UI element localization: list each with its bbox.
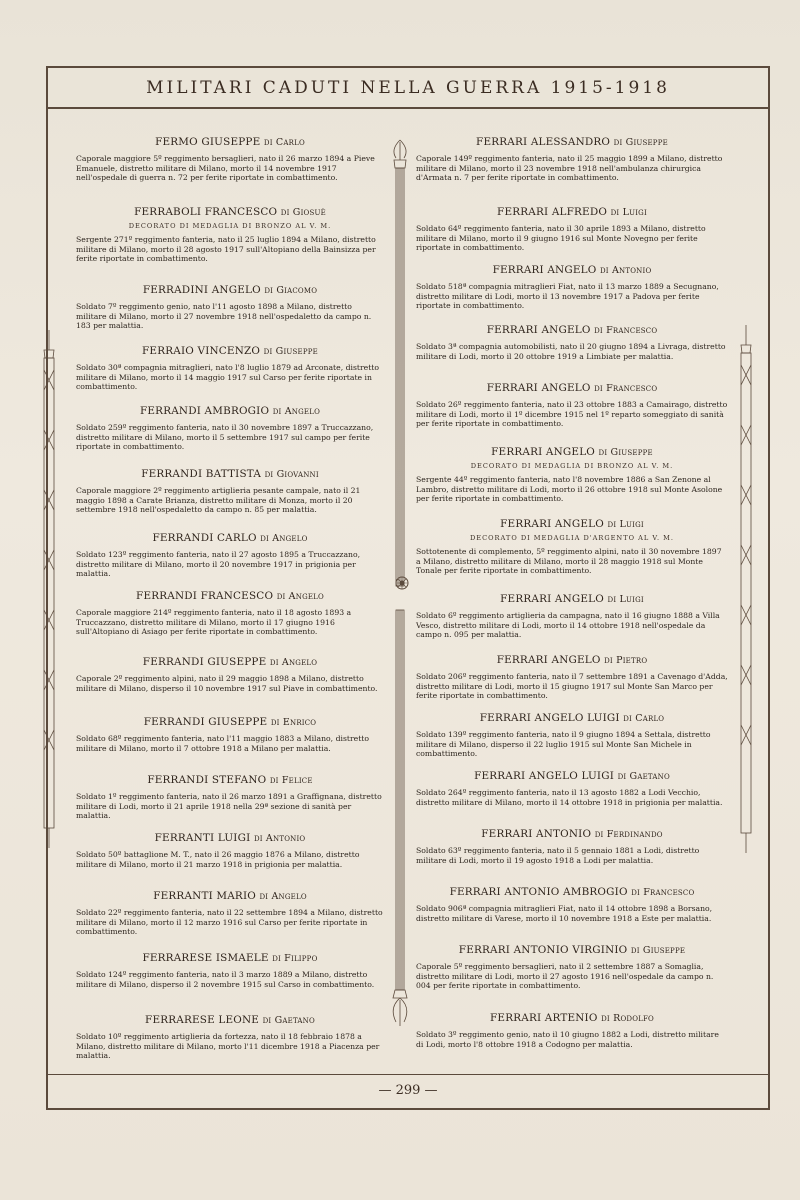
entry-text: Soldato 264º reggimento fanteria, nato il 13 agosto 1882 a Lodi Vecchio, distretto militare di Milano, morto il 14 ottobre 1918 in prigionia per malattia.: [416, 788, 723, 807]
entry-name: FERRARI ALESSANDRO: [476, 136, 611, 148]
entry: [416, 944, 728, 991]
entry-name: FERRANDI GIUSEPPE: [142, 656, 267, 668]
entry-patronymic: di Francesco: [594, 383, 658, 394]
entry-patronymic: di Luigi: [610, 207, 647, 218]
entry-name: FERRARI ANGELO LUIGI: [479, 712, 620, 724]
entry-text: Sergente 44º reggimento fanteria, nato l'8 novembre 1886 a San Zenone al Lambro, distretto militare di Lodi, morto il 26 ottobre 1918 sul Monte Asolone per ferite riportate in combattimento.: [416, 475, 723, 504]
entry-name: FERRARI ANTONIO VIRGINIO: [458, 944, 628, 956]
entry-text: Caporale 5º reggimento bersaglieri, nato il 2 settembre 1887 a Somaglia, distretto militare di Lodi, morto il 27 agosto 1916 nell'ospedale da campo n. 004 per ferite riportate in combattimento.: [416, 962, 714, 991]
header-rule: [46, 107, 770, 109]
entry-patronymic: di Gaetano: [262, 1015, 315, 1026]
entry-patronymic: di Francesco: [631, 887, 695, 898]
entry-text: Caporale maggiore 2º reggimento artiglieria pesante campale, nato il 21 maggio 1898 a Carate Brianza, distretto militare di Monza, morto il 20 settembre 1918 nell'ospedaletto da campo n. 85 per malattia.: [76, 486, 361, 515]
entry: [76, 774, 384, 821]
entry-text: Soldato 124º reggimento fanteria, nato il 3 marzo 1889 a Milano, distretto militare di Milano, disperso il 2 novembre 1915 sul Carso in combattimento.: [76, 970, 375, 989]
page-title: MILITARI CADUTI NELLA GUERRA 1915-1918: [146, 78, 670, 98]
entry-patronymic: di Giuseppe: [613, 137, 668, 148]
entry-text: Soldato 22º reggimento fanteria, nato il 22 settembre 1894 a Milano, distretto militare di Milano, morto il 12 marzo 1916 sul Carso per ferite riportate in combattimento.: [76, 908, 383, 937]
entry-text: Soldato 7º reggimento genio, nato l'11 agosto 1898 a Milano, distretto militare di Milano, morto il 27 novembre 1918 nell'ospedaletto da campo n. 183 per malattia.: [76, 302, 372, 331]
entry-decoration: DECORATO DI MEDAGLIA DI BRONZO AL V. M.: [470, 462, 674, 470]
entry-text: Soldato 123º reggimento fanteria, nato il 27 agosto 1895 a Truccazzano, distretto militare di Milano, morto il 20 novembre 1917 in prigionia per malattia.: [76, 550, 361, 579]
entry-patronymic: di Giovanni: [264, 469, 319, 480]
entry-text: Soldato 518ª compagnia mitraglieri Fiat, nato il 13 marzo 1889 a Secugnano, distretto militare di Lodi, morto il 13 novembre 1917 a Padova per ferite riportate in combattimento.: [416, 282, 719, 311]
entry: [416, 382, 728, 429]
entry-name: FERRANTI LUIGI: [154, 832, 251, 844]
entry-name: FERRARI ANTONIO: [481, 828, 592, 840]
entry-name: FERRARI ANGELO: [491, 446, 596, 458]
entry: [416, 136, 728, 183]
entry-patronymic: di Enrico: [270, 717, 317, 728]
entry-patronymic: di Gaetano: [617, 771, 670, 782]
entry-name: FERRARI ANGELO: [486, 324, 591, 336]
entry-text: Caporale 2º reggimento alpini, nato il 29 maggio 1898 a Milano, distretto militare di Milano, disperso il 10 novembre 1917 sul Piave in combattimento.: [76, 674, 378, 693]
entry: [76, 284, 384, 331]
entry-patronymic: di Angelo: [269, 657, 318, 668]
page-number: — 299 —: [378, 1083, 438, 1098]
entry-text: Soldato 68º reggimento fanteria, nato l'11 maggio 1883 a Milano, distretto militare di Milano, morto il 7 ottobre 1918 a Milano per malattia.: [76, 734, 370, 753]
entry: [416, 324, 728, 361]
entry-patronymic: di Giacomo: [264, 285, 318, 296]
entry-text: Caporale maggiore 5º reggimento bersaglieri, nato il 26 marzo 1894 a Pieve Emanuele, distretto militare di Milano, morto il 14 novembre 1917 nell'ospedale di guerra n. 72 per ferite riportate in combattimento.: [76, 154, 375, 183]
entry-patronymic: di Ferdinando: [594, 829, 663, 840]
entry-text: Soldato 906ª compagnia mitraglieri Fiat, nato il 14 ottobre 1898 a Borsano, distretto militare di Varese, morto il 10 novembre 1918 a Este per malattia.: [416, 904, 713, 923]
entry: [416, 264, 728, 311]
rosette-icon: [395, 576, 409, 590]
entry: [76, 468, 384, 515]
entry-patronymic: di Carlo: [623, 713, 665, 724]
entry-name: FERRANDI AMBROGIO: [139, 405, 270, 417]
entry-name: FERRARI ANGELO LUIGI: [474, 770, 615, 782]
entry-patronymic: di Pietro: [604, 655, 648, 666]
entry-name: FERRARI ALFREDO: [497, 206, 608, 218]
entry: [76, 206, 384, 264]
entry-patronymic: di Francesco: [594, 325, 658, 336]
entry: [416, 593, 728, 640]
entry-patronymic: di Filippo: [272, 953, 318, 964]
entry-patronymic: di Felice: [269, 775, 313, 786]
entry: [76, 716, 384, 753]
entry-text: Soldato 64º reggimento fanteria, nato il 30 aprile 1893 a Milano, distretto militare di Milano, morto il 9 giugno 1916 sul Monte Novegno per ferite riportate in combattimento.: [416, 224, 706, 253]
entry-text: Soldato 139º reggimento fanteria, nato il 9 giugno 1894 a Settala, distretto militare di Milano, disperso il 22 luglio 1915 sul Monte San Michele in combattimento.: [416, 730, 711, 759]
entry: [76, 832, 384, 869]
entry-name: FERRAIO VINCENZO: [142, 345, 261, 357]
entry-name: FERRARI ANGELO: [500, 518, 605, 530]
entry: [416, 1012, 728, 1049]
entry: [76, 890, 384, 937]
entry-text: Soldato 63º reggimento fanteria, nato il 5 gennaio 1881 a Lodi, distretto militare di Lodi, morto il 19 agosto 1918 a Lodi per malattia.: [416, 846, 700, 865]
entry: [76, 590, 384, 637]
entry: [416, 886, 728, 923]
entry-text: Soldato 26º reggimento fanteria, nato il 23 ottobre 1883 a Camairago, distretto militare di Lodi, morto il 1º dicembre 1915 nel 1º reparto someggiato di sanità per ferite riportate in combattimento.: [416, 400, 728, 429]
entry-name: FERRANTI MARIO: [153, 890, 256, 902]
entry: [416, 712, 728, 759]
entry: [76, 952, 384, 989]
entry-patronymic: di Giuseppe: [598, 447, 653, 458]
entry: [76, 656, 384, 693]
entry-patronymic: di Antonio: [599, 265, 652, 276]
entry-patronymic: di Angelo: [276, 591, 324, 602]
entry-name: FERRARI ANGELO: [500, 593, 605, 605]
entry-text: Soldato 3º reggimento genio, nato il 10 giugno 1882 a Lodi, distretto militare di Lodi, morto l'8 ottobre 1918 a Codogno per malattia.: [416, 1030, 719, 1049]
entry-patronymic: di Angelo: [272, 406, 321, 417]
entry: [416, 446, 728, 504]
entry-name: FERRANDI FRANCESCO: [136, 590, 274, 602]
entry: [76, 345, 384, 392]
entry-patronymic: di Antonio: [253, 833, 306, 844]
entry: [416, 770, 728, 807]
entry-text: Caporale maggiore 214º reggimento fanteria, nato il 18 agosto 1893 a Truccazzano, distretto militare di Milano, morto il 17 giugno 1916 sull'Altopiano di Asiago per ferite riportate in combattimento.: [76, 608, 352, 637]
entry-text: Soldato 30ª compagnia mitraglieri, nato l'8 luglio 1879 ad Arconate, distretto militare di Milano, morto il 14 maggio 1917 sul Carso per ferite riportate in combattimento.: [76, 363, 380, 392]
entry-text: Sergente 271º reggimento fanteria, nato il 25 luglio 1894 a Milano, distretto militare di Milano, morto il 28 agosto 1917 sull'Altopiano della Bainsizza per ferite riportate in combattimento.: [76, 235, 376, 264]
entry-text: Soldato 3ª compagnia automobilisti, nato il 20 giugno 1894 a Livraga, distretto militare di Lodi, morto il 20 ottobre 1919 a Limbiate per malattia.: [416, 342, 726, 361]
entry-patronymic: di Angelo: [259, 891, 307, 902]
entry: [76, 532, 384, 579]
entry-text: Soldato 6º reggimento artiglieria da campagna, nato il 16 giugno 1888 a Villa Vesco, distretto militare di Lodi, morto il 14 ottobre 1918 nell'ospedale da campo n. 095 per malattia.: [416, 611, 720, 640]
left-fasces-ornament-icon: [38, 330, 60, 850]
entry: [76, 136, 384, 183]
entry: [416, 828, 728, 865]
entry-patronymic: di Angelo: [260, 533, 308, 544]
entry: [76, 1014, 384, 1061]
entry-name: FERRARI ARTENIO: [490, 1012, 598, 1024]
entry-patronymic: di Giosuè: [280, 207, 326, 218]
entry-text: Soldato 206º reggimento fanteria, nato il 7 settembre 1891 a Cavenago d'Adda, distretto militare di Lodi, morto il 15 giugno 1917 sul Monte San Marco per ferite riportate in combattimento.: [416, 672, 728, 701]
entry-patronymic: di Carlo: [263, 137, 305, 148]
entry-text: Soldato 1º reggimento fanteria, nato il 26 marzo 1891 a Graffignana, distretto militare di Lodi, morto il 21 aprile 1918 nella 29ª sezione di sanità per malattia.: [76, 792, 382, 821]
entry-name: FERRANDI GIUSEPPE: [143, 716, 268, 728]
entry-text: Soldato 50º battaglione M. T., nato il 26 maggio 1876 a Milano, distretto militare di Milano, morto il 21 marzo 1918 in prigionia per malattia.: [76, 850, 360, 869]
entry-patronymic: di Luigi: [607, 519, 644, 530]
entry-name: FERRABOLI FRANCESCO: [134, 206, 278, 218]
entry-text: Sottotenente di complemento, 5º reggimento alpini, nato il 30 novembre 1897 a Milano, distretto militare di Milano, morto il 28 maggio 1918 sul Monte Tonale per ferite riportate in combattimento.: [416, 547, 722, 576]
entry-name: FERRARI ANGELO: [496, 654, 601, 666]
entry-decoration: DECORATO DI MEDAGLIA D'ARGENTO AL V. M.: [470, 534, 674, 542]
entry: [76, 405, 384, 452]
entry-name: FERRARESE ISMAELE: [142, 952, 269, 964]
entry-name: FERRANDI CARLO: [152, 532, 257, 544]
entry-name: FERRADINI ANGELO: [142, 284, 261, 296]
entry-name: FERRANDI BATTISTA: [141, 468, 262, 480]
entry: [416, 206, 728, 253]
entry: [416, 518, 728, 576]
footer-rule: [46, 1074, 770, 1075]
entry-name: FERRARESE LEONE: [145, 1014, 260, 1026]
entry-name: FERRARI ANGELO: [492, 264, 597, 276]
entry-name: FERRARI ANTONIO AMBROGIO: [449, 886, 628, 898]
entry-text: Soldato 259º reggimento fanteria, nato il 30 novembre 1897 a Truccazzano, distretto militare di Milano, morto il 5 settembre 1917 sul campo per ferite riportate in combattimento.: [76, 423, 374, 452]
entry-patronymic: di Rodolfo: [601, 1013, 654, 1024]
entry-text: Caporale 149º reggimento fanteria, nato il 25 maggio 1899 a Milano, distretto militare di Milano, morto il 23 novembre 1918 nell'ambulanza chirurgica d'Armata n. 7 per ferite riportate in combattimento.: [416, 154, 723, 183]
entry-text: Soldato 10º reggimento artiglieria da fortezza, nato il 18 febbraio 1878 a Milano, distretto militare di Milano, morto l'11 dicembre 1918 a Piacenza per malattia.: [76, 1032, 380, 1061]
entry-patronymic: di Giuseppe: [630, 945, 686, 956]
entry-patronymic: di Giuseppe: [263, 346, 318, 357]
entry-decoration: DECORATO DI MEDAGLIA DI BRONZO AL V. M.: [128, 222, 332, 230]
entry-name: FERRANDI STEFANO: [147, 774, 267, 786]
entry: [416, 654, 728, 701]
entry-patronymic: di Luigi: [607, 594, 644, 605]
entry-name: FERRARI ANGELO: [486, 382, 591, 394]
right-fasces-ornament-icon: [735, 325, 757, 855]
entry-name: FERMO GIUSEPPE: [155, 136, 261, 148]
